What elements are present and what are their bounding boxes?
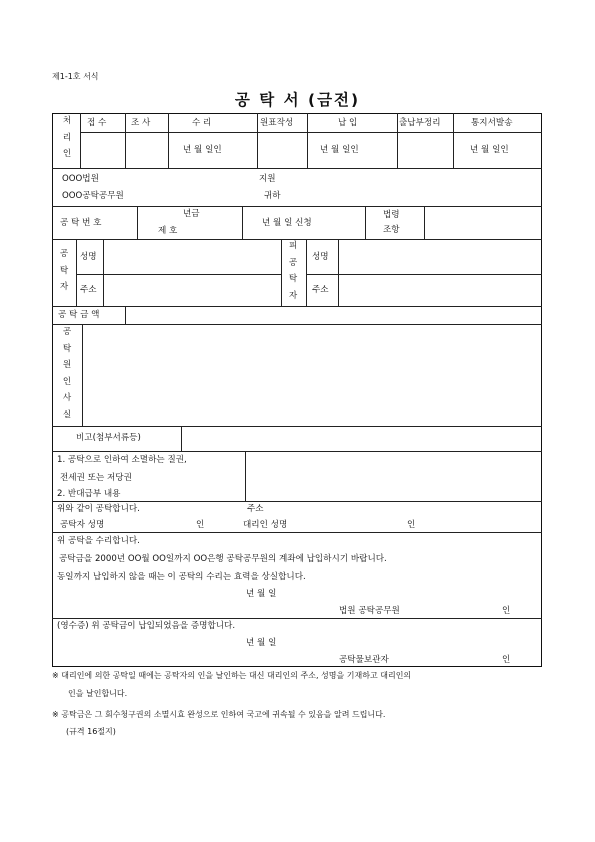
deposit-no: 제 호 — [158, 226, 178, 236]
col-notice: 통지서발송 — [471, 118, 513, 128]
form-frame — [52, 113, 542, 667]
divider — [306, 239, 307, 306]
divider — [137, 206, 138, 239]
receipt-line: (영수증) 위 공탁금이 납입되었음을 증명합니다. — [57, 621, 236, 631]
divider — [242, 206, 243, 239]
remarks-label: 비고(첨부서류등) — [76, 433, 141, 443]
divider — [52, 501, 542, 502]
divider — [76, 274, 281, 275]
honorific: 귀하 — [264, 191, 281, 201]
note-forfeiture: ※ 공탁금은 그 회수청구권의 소멸시효 완성으로 인하여 국고에 귀속될 수 있음을 알려 드립니다. — [52, 710, 386, 719]
depositor-address-label: 주소 — [80, 285, 97, 295]
deposit-officer: OOO공탁공무원 — [62, 191, 124, 201]
seal-mark: 인 — [407, 520, 416, 530]
page-title: 공 탁 서 (금전) — [234, 91, 361, 109]
divider — [52, 239, 542, 240]
process-label: 처 리 인 — [62, 116, 72, 160]
divider — [424, 206, 425, 239]
divider — [257, 113, 258, 168]
divider — [103, 239, 104, 306]
divider — [52, 324, 542, 325]
deposit-number-label: 공 탁 번 호 — [60, 218, 102, 228]
divider — [125, 306, 126, 324]
col-accept: 수 리 — [192, 118, 212, 128]
depositor-label: 공 탁 자 — [59, 249, 69, 293]
col-ledger-write: 원표작성 — [260, 118, 294, 128]
seal-mark: 인 — [502, 655, 511, 665]
divider — [307, 113, 308, 168]
court-name: OOO법원 — [62, 174, 99, 184]
divider — [125, 113, 126, 168]
seal-mark: 인 — [502, 606, 511, 616]
divider — [52, 618, 542, 619]
col-payment: 납 입 — [338, 118, 358, 128]
divider — [52, 206, 542, 207]
depositee-name-label: 성명 — [312, 252, 329, 262]
declaration-address-label: 주소 — [247, 504, 264, 514]
paper-spec: (규격 16절지) — [66, 727, 116, 736]
divider — [365, 206, 366, 239]
divider — [245, 451, 246, 501]
depositee-label: 피 공 탁 자 — [288, 241, 298, 301]
col-receipt: 접 수 — [87, 118, 107, 128]
accept-date: 년 월 일인 — [183, 145, 222, 155]
divider — [76, 239, 77, 306]
clause-label: 조항 — [383, 225, 400, 235]
depositor-name-label: 성명 — [80, 252, 97, 262]
divider — [52, 426, 542, 427]
deposit-year: 년금 — [183, 209, 200, 219]
divider — [52, 168, 542, 169]
form-number: 제1-1호 서식 — [52, 72, 99, 81]
extinguish-line1: 1. 공탁으로 인하여 소멸하는 질권, — [57, 455, 187, 465]
seal-mark: 인 — [196, 520, 205, 530]
divider — [281, 239, 282, 306]
agent-signature-label: 대리인 성명 — [243, 520, 288, 530]
divider — [306, 274, 542, 275]
application-date: 년 월 일 신청 — [262, 218, 312, 228]
notice-date: 년 월 일인 — [470, 145, 509, 155]
payment-date: 년 월 일인 — [320, 145, 359, 155]
acceptance-line3: 동일까지 납입하지 않을 때는 이 공탁의 수리는 효력을 상실합니다. — [57, 572, 306, 582]
law-label: 법령 — [383, 210, 400, 220]
divider — [52, 451, 542, 452]
divider — [338, 239, 339, 306]
note-agent: ※ 대리인에 의한 공탁일 때에는 공탁자의 인을 날인하는 대신 대리인의 주소, 성명을 기재하고 대리인의 — [52, 671, 412, 680]
acceptance-line2: 공탁금을 2000년 OO월 OO일까지 OO은행 공탁공무원의 계좌에 납입하시기 바랍니다. — [59, 554, 387, 564]
divider — [52, 532, 542, 533]
divider — [82, 324, 83, 426]
process-header-line — [80, 132, 542, 133]
extinguish-line2: 전세권 또는 저당권 — [60, 473, 132, 483]
extinguish-line3: 2. 반대급부 내용 — [57, 489, 121, 499]
declaration-line: 위와 같이 공탁합니다. — [57, 504, 140, 514]
court-branch: 지원 — [259, 174, 276, 184]
divider — [181, 426, 182, 451]
divider — [397, 113, 398, 168]
divider — [168, 113, 169, 168]
col-cashbook: 출납부정리 — [399, 118, 441, 128]
divider — [453, 113, 454, 168]
depositee-address-label: 주소 — [312, 285, 329, 295]
acceptance-date: 년 월 일 — [246, 589, 277, 599]
amount-label: 공 탁 금 액 — [58, 310, 100, 320]
acceptance-officer: 법원 공탁공무원 — [339, 606, 400, 616]
divider — [80, 113, 81, 168]
receipt-date: 년 월 일 — [246, 638, 277, 648]
cause-label: 공 탁 원 인 사 실 — [62, 327, 72, 420]
depositor-signature-label: 공탁자 성명 — [60, 520, 105, 530]
note-agent-cont: 인을 날인합니다. — [68, 689, 128, 698]
receipt-keeper: 공탁물보관자 — [339, 655, 389, 665]
col-inspect: 조 사 — [131, 118, 151, 128]
acceptance-line1: 위 공탁을 수리합니다. — [57, 536, 140, 546]
